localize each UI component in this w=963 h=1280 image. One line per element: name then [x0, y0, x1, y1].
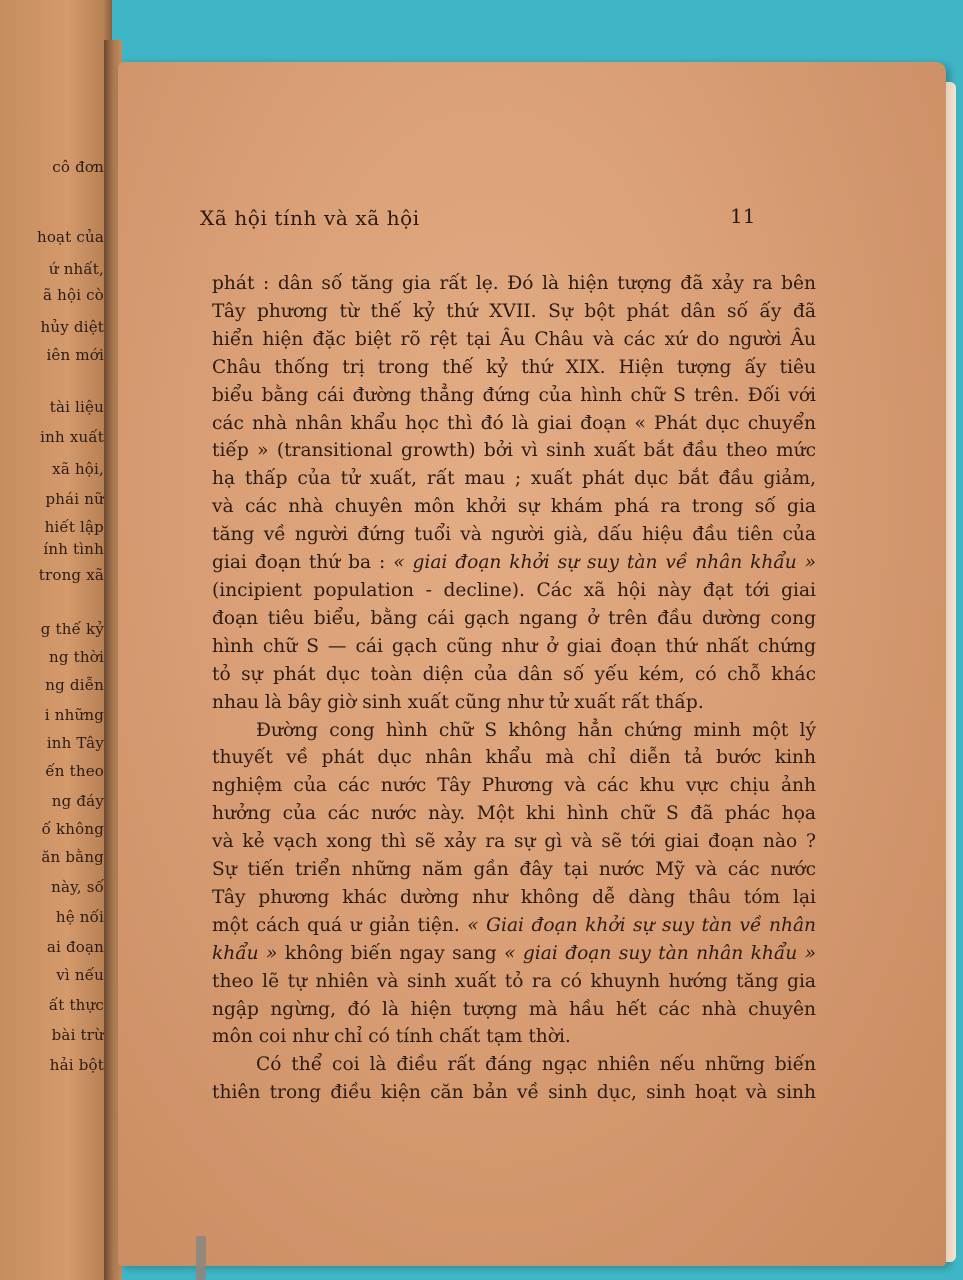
text-segment: một cách quá ư giản tiện. — [212, 914, 468, 936]
body-line: Châu thống trị trong thế kỷ thứ XIX. Hiện tượng ấy tiêu — [212, 356, 816, 378]
body-line: tiếp » (transitional growth) bởi vì sinh xuất bắt đầu theo mức — [212, 440, 816, 462]
body-line: thiên trong điều kiện căn bản về sinh dục, sinh hoạt và sinh — [212, 1082, 816, 1104]
body-line: và các nhà chuyên môn khởi sự khám phá ra trong số gia — [212, 496, 816, 518]
left-page-line: ố không — [41, 820, 104, 838]
left-page-line: xã hội, — [52, 460, 104, 478]
right-page — [118, 62, 946, 1266]
left-page-line: ứ nhất, — [48, 260, 104, 278]
italic-phrase: « giai đoạn suy tàn nhân khẩu » — [504, 942, 817, 964]
body-line: (incipient population - decline). Các xã hội này đạt tới giai — [212, 579, 816, 601]
body-line: hiển hiện đặc biệt rõ rệt tại Âu Châu và các xứ do người Âu — [212, 328, 816, 350]
page-number: 11 — [730, 204, 756, 228]
left-page-line: ai đoạn — [46, 938, 104, 956]
body-line: theo lẽ tự nhiên và sinh xuất tỏ ra có khuynh hướng tăng gia — [212, 970, 816, 992]
body-line: các nhà nhân khẩu học thì đó là giai đoạn « Phát dục chuyển — [212, 412, 816, 434]
body-line: hình chữ S — cái gạch cũng như ở giai đoạn thứ nhất chứng — [212, 635, 816, 657]
left-page-line: hủy diệt — [40, 318, 104, 336]
body-line: Tây phương khác dường như không dễ dàng thâu tóm lại — [212, 886, 816, 908]
body-line: và kẻ vạch xong thì sẽ xảy ra sự gì và sẽ tới giai đoạn nào ? — [212, 831, 816, 853]
left-page-line: này, số — [51, 878, 104, 896]
text-segment: không biến ngay sang — [277, 942, 505, 964]
left-page-line: i những — [44, 706, 104, 724]
left-page-line: g thế kỷ — [40, 620, 104, 638]
body-text — [212, 270, 816, 1107]
left-page-line: inh Tây — [46, 734, 104, 752]
body-line — [212, 940, 816, 968]
body-line: hạ thấp của tử xuất, rất mau ; xuất phát dục bắt đầu giảm, — [212, 468, 816, 490]
left-page-line: inh xuất — [40, 428, 104, 446]
left-page-line: hiết lập — [44, 518, 104, 536]
left-page-line: ng đáy — [51, 792, 104, 810]
body-line: nghiệm của các nước Tây Phương và các khu vực chịu ảnh — [212, 775, 816, 797]
left-page-line: ăn bằng — [41, 848, 104, 866]
running-header: Xã hội tính và xã hội — [200, 206, 420, 230]
left-page-line: hệ nối — [55, 908, 104, 926]
left-page-line: ính tình — [43, 540, 104, 558]
left-page-line: vì nếu — [56, 966, 104, 984]
left-page-line: bài trừ — [51, 1026, 104, 1044]
body-line — [212, 912, 816, 940]
body-line: đoạn tiêu biểu, bằng cái gạch ngang ở trên đầu dường cong — [212, 607, 816, 629]
body-line: phát : dân số tăng gia rất lẹ. Đó là hiện tượng đã xảy ra bên — [212, 273, 816, 294]
body-line: thuyết về phát dục nhân khẩu mà chỉ diễn tả bước kinh — [212, 747, 816, 769]
italic-phrase: khẩu » — [212, 942, 278, 964]
body-line: Tây phương từ thế kỷ thứ XVII. Sự bột phát dân số ấy đã — [212, 300, 816, 322]
italic-phrase: « Giai đoạn khởi sự suy tàn về nhân — [467, 914, 816, 936]
text-segment: giai đoạn thứ ba : — [212, 552, 394, 574]
left-page — [0, 0, 112, 1280]
left-page-line: iên mới — [46, 346, 104, 364]
body-line: hưởng của các nước này. Một khi hình chữ S đã phác họa — [212, 803, 816, 825]
body-line: Có thể coi là điều rất đáng ngạc nhiên nếu những biến — [256, 1054, 816, 1076]
left-page-line: ã hội cò — [43, 286, 104, 304]
body-line: nhau là bây giờ sinh xuất cũng như tử xuất rất thấp. — [212, 691, 704, 713]
body-line: môn coi như chỉ có tính chất tạm thời. — [212, 1026, 571, 1048]
italic-phrase: « giai đoạn khởi sự suy tàn về nhân khẩu » — [393, 552, 816, 574]
body-line: Sự tiến triển những năm gần đây tại nước Mỹ và các nước — [212, 859, 816, 881]
left-page-line: ng diễn — [45, 676, 104, 694]
left-page-line: phái nữ — [45, 490, 104, 508]
body-line: Đường cong hình chữ S không hẳn chứng minh một lý — [256, 719, 816, 741]
left-page-line: hải bột — [49, 1056, 104, 1074]
bookmark-ribbon — [196, 1236, 206, 1280]
body-line — [212, 549, 816, 577]
body-line: biểu bằng cái đường thẳng đứng của hình chữ S trên. Đối với — [212, 384, 816, 406]
left-page-line: ất thực — [48, 996, 104, 1014]
left-page-line: tài liệu — [49, 398, 104, 416]
body-line: tăng về người đứng tuổi và người già, dấu hiệu đầu tiên của — [212, 524, 816, 546]
body-line: ngập ngừng, đó là hiện tượng mà hầu hết các nhà chuyên — [212, 998, 816, 1020]
left-page-line: hoạt của — [36, 228, 104, 246]
left-page-line: cô đơn — [52, 158, 104, 176]
body-line: tỏ sự phát dục toàn diện của dân số yếu kém, có chỗ khác — [212, 663, 816, 685]
left-page-line: trong xã — [38, 566, 104, 584]
left-page-line: ến theo — [45, 762, 104, 780]
left-page-line: ng thời — [49, 648, 104, 666]
